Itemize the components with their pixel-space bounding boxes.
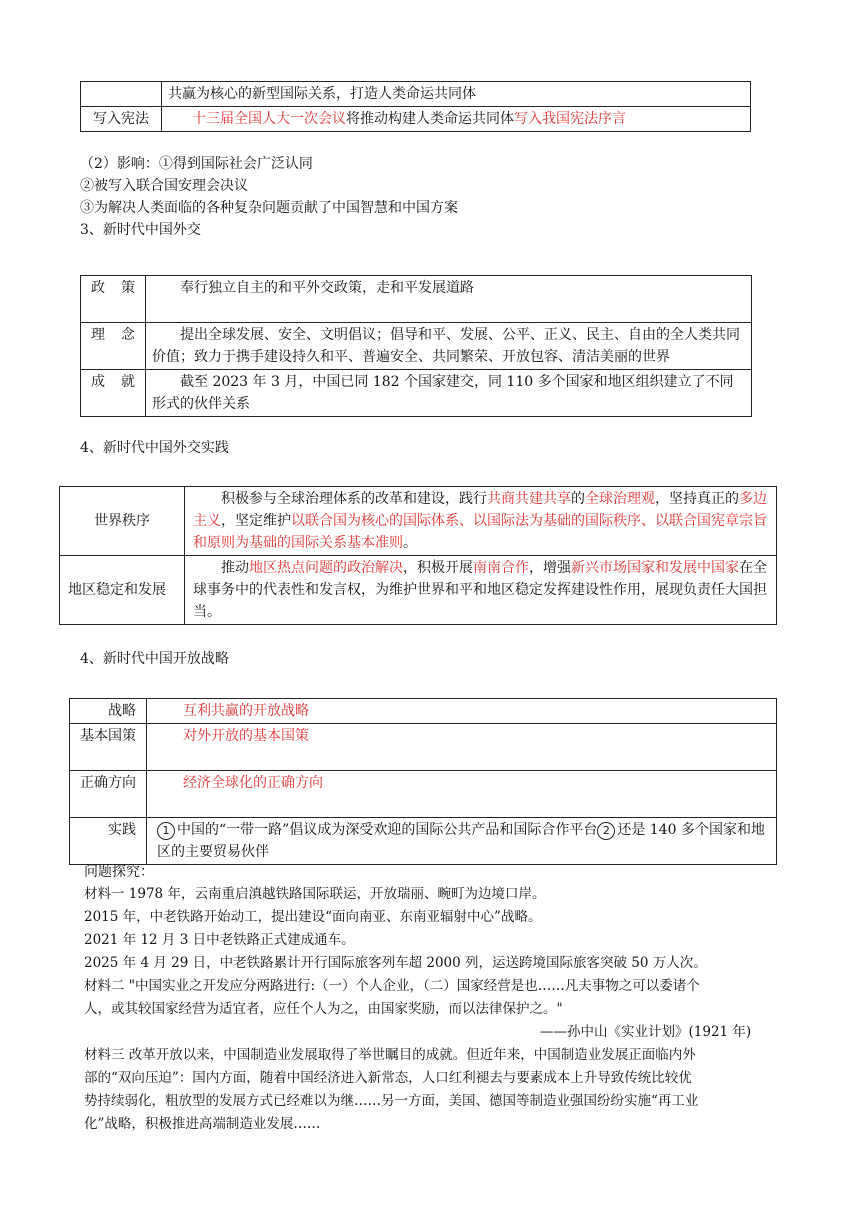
text: 在全球事务中的代表性和发言权，为维护世界和平和地区稳定发挥建设性作用，展现负责任大国担当。 (193, 560, 767, 620)
highlight-text: 写入我国宪法序言 (514, 111, 626, 127)
material-line: 材料一 1978 年，云南重启滇越铁路国际联运，开放瑞丽、畹町为边境口岸。 (84, 886, 546, 902)
material-line: 部的“双向压迫”：国内方面，随着中国经济进入新常态，人口红利褪去与要素成本上升导致传统比较优 (84, 1070, 692, 1086)
table-row (70, 818, 777, 865)
table-cell-label: 写入宪法 (81, 107, 162, 132)
highlight-text: 新兴市场国家和发展中国家 (571, 560, 739, 576)
table-cell: 对外开放的基本国策 (147, 724, 777, 771)
text: 的 (571, 491, 585, 507)
table-cell-label: 基本国策 (70, 724, 147, 771)
table-cell-label: 世界秩序 (60, 487, 185, 556)
highlight-text: 南南合作 (473, 560, 529, 576)
table-cell-label: 战略 (70, 699, 147, 724)
table-cell (185, 556, 777, 625)
practice-table (59, 486, 777, 625)
table-cell: 共赢为核心的新型国际关系，打造人类命运共同体 (162, 82, 751, 107)
highlight-text: 以联合国为核心的国际体系、以国际法为基础的国际秩序、以联合国宪章宗旨和原则为基础的国际关系基本准则 (193, 513, 767, 551)
table-row (81, 323, 752, 370)
table-cell (185, 487, 777, 556)
text: 还是 140 多个国家和地区的主要贸易伙伴 (157, 822, 765, 860)
highlight-text: 全球治理观 (585, 491, 655, 507)
text: 。 (403, 535, 417, 551)
table-row (81, 276, 752, 323)
diplomacy-table (80, 275, 752, 417)
table-cell-label: 成就 (81, 370, 146, 417)
table-cell-label: 理念 (81, 323, 146, 370)
circled-number: 2 (597, 822, 615, 840)
text: 将推动构建人类命运共同体 (346, 111, 514, 127)
table-cell (147, 818, 777, 865)
section-title: 3、新时代中国外交 (80, 222, 201, 238)
material-source: ——孙中山《实业计划》(1921 年) (540, 1024, 752, 1040)
table-row (70, 771, 777, 818)
table-row (81, 370, 752, 417)
table-cell-empty (81, 82, 162, 107)
text: 推动 (221, 560, 249, 576)
table-cell: 经济全球化的正确方向 (147, 771, 777, 818)
text: ，坚定维护 (221, 513, 291, 529)
table-row (81, 107, 751, 132)
material-line: 势持续弱化，粗放型的发展方式已经难以为继……另一方面，美国、德国等制造业强国纷纷实施“再工业 (84, 1093, 699, 1109)
material-line: 人，或其较国家经营为适宜者，应任个人为之，由国家奖励，而以法律保护之。" (84, 1001, 563, 1017)
text: 积极参与全球治理体系的改革和建设，践行 (221, 491, 487, 507)
table-cell: 截至 2023 年 3 月，中国已同 182 个国家建交，同 110 多个国家和地区组织建立了不同形式的伙伴关系 (146, 370, 752, 417)
table-cell-label: 地区稳定和发展 (60, 556, 185, 625)
table-row (60, 487, 777, 556)
highlight-text: 十三届全国人大一次会议 (192, 111, 346, 127)
table-row (70, 699, 777, 724)
inquiry-title: 问题探究： (84, 864, 154, 880)
table-row (60, 556, 777, 625)
material-line: 材料二 "中国实业之开发应分两路进行:（一）个人企业，（二）国家经营是也……凡夫事物之可以委诸个 (84, 978, 700, 994)
text: ，积极开展 (403, 560, 473, 576)
material-line: 2015 年，中老铁路开始动工，提出建设“面向南亚、东南亚辐射中心”战略。 (84, 909, 542, 925)
highlight-text: 共商共建共享 (487, 491, 571, 507)
table-cell-label: 正确方向 (70, 771, 147, 818)
opening-strategy-table (69, 698, 777, 865)
table-row (81, 82, 751, 107)
circled-number: 1 (157, 822, 175, 840)
section-title: 4、新时代中国外交实践 (80, 440, 229, 456)
table-cell (162, 107, 751, 132)
influence-line-3: ③为解决人类面临的各种复杂问题贡献了中国智慧和中国方案 (80, 200, 458, 216)
text: ，增强 (529, 560, 571, 576)
table-cell-label: 实践 (70, 818, 147, 865)
table-row (70, 724, 777, 771)
material-line: 2021 年 12 月 3 日中老铁路正式建成通车。 (84, 932, 355, 948)
highlight-text: 多边主义 (193, 491, 767, 529)
material-line: 材料三 改革开放以来，中国制造业发展取得了举世瞩目的成就。但近年来，中国制造业发展正面临内外 (84, 1047, 696, 1063)
text: 中国的“一带一路”倡议成为深受欢迎的国际公共产品和国际合作平台 (177, 822, 598, 838)
influence-line-2: ②被写入联合国安理会决议 (80, 178, 248, 194)
table-cell: 奉行独立自主的和平外交政策，走和平发展道路 (146, 276, 752, 323)
highlight-text: 地区热点问题的政治解决 (249, 560, 403, 576)
influence-line-1: （2）影响：①得到国际社会广泛认同 (80, 156, 313, 172)
constitution-table (80, 81, 751, 132)
table-cell-label: 政策 (81, 276, 146, 323)
material-line: 化”战略，积极推进高端制造业发展…… (84, 1116, 321, 1132)
table-cell: 提出全球发展、安全、文明倡议；倡导和平、发展、公平、正义、民主、自由的全人类共同价值；致力于携手建设持久和平、普遍安全、共同繁荣、开放包容、清洁美丽的世界 (146, 323, 752, 370)
text: ，坚持真正的 (655, 491, 739, 507)
material-line: 2025 年 4 月 29 日，中老铁路累计开行国际旅客列车超 2000 列，运送跨境国际旅客突破 50 万人次。 (84, 955, 707, 971)
table-cell: 互利共赢的开放战略 (147, 699, 777, 724)
section-title: 4、新时代中国开放战略 (80, 651, 229, 667)
